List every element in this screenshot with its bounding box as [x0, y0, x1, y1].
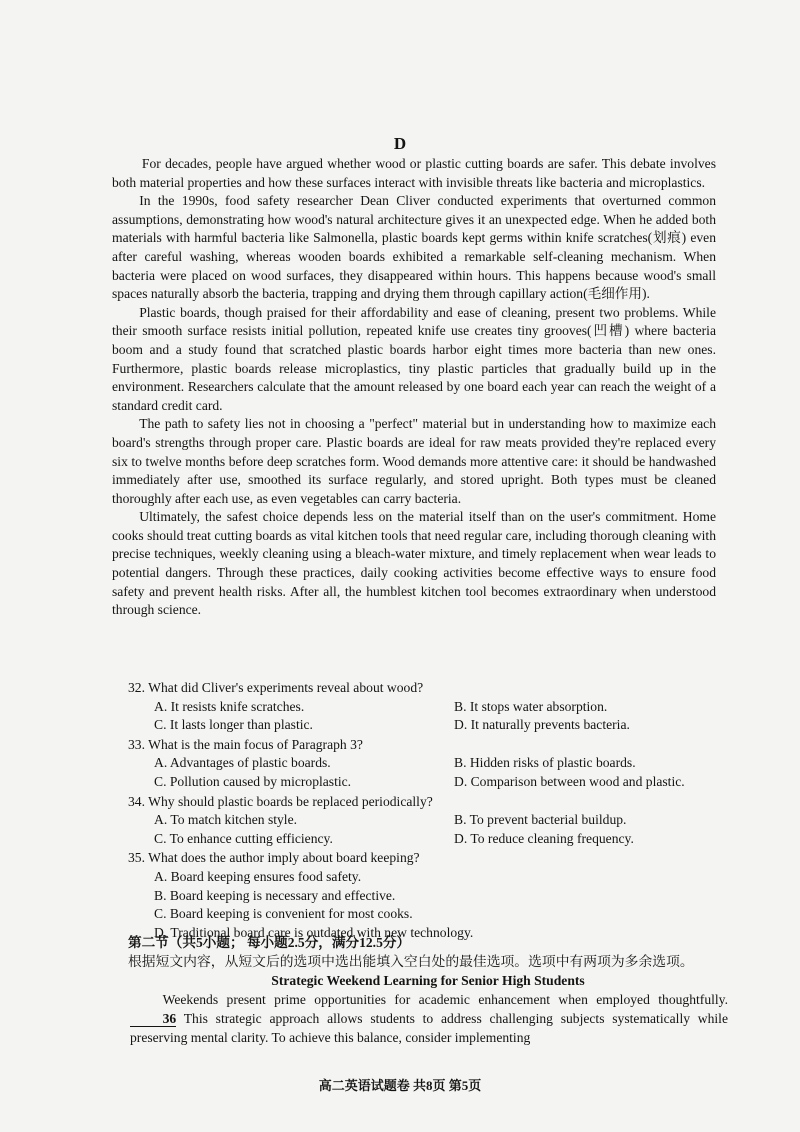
option-d: D. Traditional board care is outdated with new technology.	[154, 924, 474, 940]
question-34	[128, 793, 728, 849]
question-stem	[128, 849, 728, 868]
paragraph-5: Ultimately, the safest choice depends less on the material itself than on the user's commitment. Home cooks should treat cutting boards as vital kitchen tools that need regular care, including thorough cleaning with precise techniques, weekly cleaning using a bleach-water mixture, and timely replacement when wear leads to potential dangers. Through these practices, daily cooking activities become effective ways to ensure food safety and prevent health risks. After all, the humblest kitchen tool becomes extraordinary when understood through science.	[112, 509, 716, 618]
option-c: C. To enhance cutting efficiency.	[154, 830, 333, 846]
question-number: 32.	[128, 680, 145, 695]
options-grid	[128, 811, 728, 848]
section-two	[128, 933, 728, 1047]
option-b: B. Board keeping is necessary and effective.	[154, 887, 396, 903]
option-c: C. It lasts longer than plastic.	[154, 717, 313, 733]
option-a: A. It resists knife scratches.	[154, 698, 305, 714]
question-32	[128, 679, 728, 735]
question-text: What is the main focus of Paragraph 3?	[148, 736, 363, 752]
reading-passage	[112, 155, 716, 620]
options-list	[128, 868, 728, 942]
question-list	[128, 679, 728, 943]
option-b: B. Hidden risks of plastic boards.	[454, 755, 636, 771]
question-text: Why should plastic boards be replaced periodically?	[148, 793, 433, 809]
paragraph-3: Plastic boards, though praised for their affordability and ease of cleaning, present two problems. While their smooth surface resists initial pollution, repeated knife use creates tiny grooves(凹槽) where bacteria boom and a study found that scratched plastic boards harbor eight times more bacteria than new ones. Furthermore, plastic boards release microplastics, tiny plastic particles that gradually build up in the environment. Researchers calculate that the amount released by one board each year can reach the weight of a standard credit card.	[112, 304, 716, 413]
section-letter: D	[393, 134, 407, 153]
option-b: B. It stops water absorption.	[454, 698, 608, 714]
passage-text-after: This strategic approach allows students to address challenging subjects systematically while preserving mental clarity. To achieve this balance, consider implementing	[130, 1011, 728, 1045]
question-33	[128, 736, 728, 792]
paragraph-1: For decades, people have argued whether wood or plastic cutting boards are safer. This debate involves both material properties and how these surfaces interact with invisible threats like bacteria and microplastics.	[112, 156, 716, 190]
question-number: 33.	[128, 736, 145, 752]
options-grid	[128, 698, 728, 735]
option-a: A. Board keeping ensures food safety.	[154, 868, 362, 884]
option-d: D. To reduce cleaning frequency.	[454, 830, 634, 846]
option-a: A. To match kitchen style.	[154, 812, 298, 828]
option-d: D. It naturally prevents bacteria.	[454, 717, 630, 733]
paragraph-4: The path to safety lies not in choosing a "perfect" material but in understanding how to maximize each board's strengths through proper care. Plastic boards are ideal for raw meats provided they're replaced every six to twelve months before deep scratches form. Wood demands more attentive care: it should be handwashed immediately after use, smoothed its surface regularly, and stored upright. Both types must be cleaned thoroughly after each use, as even vegetables can carry bacteria.	[112, 416, 716, 506]
option-d: D. Comparison between wood and plastic.	[454, 773, 685, 789]
passage-text	[128, 990, 728, 1047]
passage-text-before: Weekends present prime opportunities for academic enhancement when employed thoughtfully.	[162, 992, 728, 1007]
question-number: 34.	[128, 793, 145, 809]
options-grid	[128, 754, 728, 791]
section-title: 第二节（共5小题； 每小题2.5分，满分12.5分）	[128, 935, 411, 950]
question-text: What did Cliver's experiments reveal about wood?	[148, 680, 424, 695]
question-stem	[128, 793, 728, 812]
question-text: What does the author imply about board keeping?	[148, 850, 420, 866]
question-number: 35.	[128, 850, 145, 866]
option-c: C. Board keeping is convenient for most cooks.	[154, 906, 413, 922]
option-a: A. Advantages of plastic boards.	[154, 755, 331, 771]
option-c: C. Pollution caused by microplastic.	[154, 773, 352, 789]
page-footer: 高二英语试题卷 共8页 第5页	[318, 1078, 482, 1093]
paragraph-2: In the 1990s, food safety researcher Dean Cliver conducted experiments that overturned common assumptions, demonstrating how wood's natural architecture gives it an unexpected edge. When he added both materials with harmful bacteria like Salmonella, plastic boards kept germs within knife scratches(划痕) even after careful washing, whereas wooden boards exhibited a remarkable self-cleaning mechanism. When bacteria were placed on wood surfaces, they disappeared within hours. This happens because wood's small spaces naturally absorb the bacteria, trapping and drying them through capillary action(毛细作用).	[112, 193, 716, 302]
question-stem	[128, 736, 728, 755]
passage-title: Strategic Weekend Learning for Senior High Students	[271, 973, 585, 988]
question-stem	[128, 679, 728, 698]
blank-36: 36	[130, 1011, 176, 1027]
section-instruction: 根据短文内容，从短文后的选项中选出能填入空白处的最佳选项。选项中有两项为多余选项。	[128, 954, 694, 969]
option-b: B. To prevent bacterial buildup.	[454, 812, 627, 828]
question-35	[128, 849, 728, 942]
